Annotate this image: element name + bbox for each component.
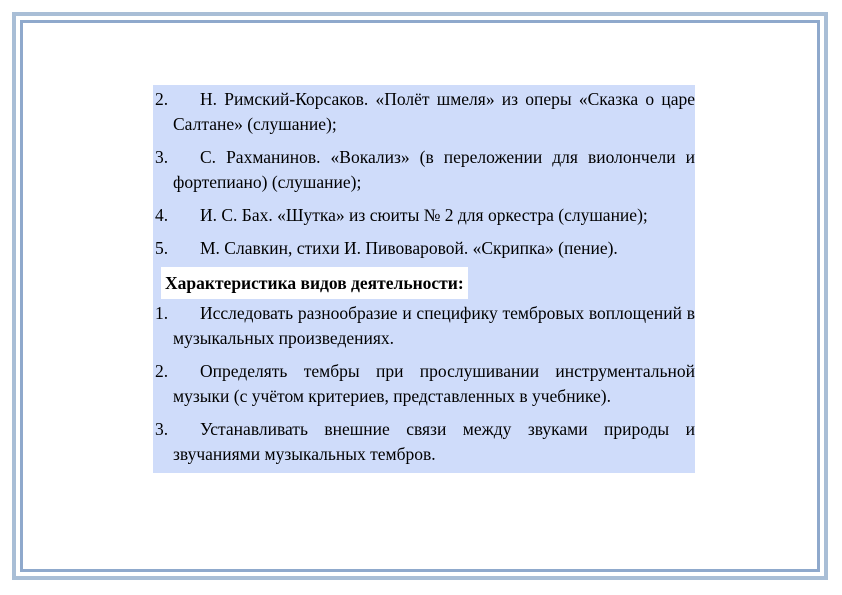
list-item-text: Н. Римский-Корсаков. «Полёт шмеля» из оперы «Сказка о царе Салтане» (слушание); [173, 89, 695, 134]
list-item-number: 3. [155, 419, 169, 439]
list-item-text: М. Славкин, стихи И. Пивоваровой. «Скрипка» (пение). [200, 238, 618, 258]
list-item [153, 357, 695, 415]
list-item-number: 3. [155, 147, 169, 167]
list-item-text: И. С. Бах. «Шутка» из сюиты № 2 для оркестра (слушание); [200, 205, 648, 225]
list-item-number: 4. [155, 205, 169, 225]
content-block [153, 85, 695, 473]
list-item [153, 299, 695, 357]
list-item [153, 85, 695, 143]
list-item-text: Исследовать разнообразие и специфику тембровых воплощений в музыкальных произведениях. [173, 303, 695, 348]
section-heading: Характеристика видов деятельности: [161, 267, 468, 299]
list-item-number: 2. [155, 361, 169, 381]
list-item-number: 1. [155, 303, 169, 323]
list-item [153, 234, 695, 267]
list-item-text: С. Рахманинов. «Вокализ» (в переложении для виолончели и фортепиано) (слушание); [173, 147, 695, 192]
list-item [153, 143, 695, 201]
list-item-text: Определять тембры при прослушивании инструментальной музыки (с учётом критериев, представленных в учебнике). [173, 361, 695, 406]
list-item-number: 2. [155, 89, 169, 109]
list-item [153, 201, 695, 234]
section-heading-row [153, 267, 695, 299]
list-item-text: Устанавливать внешние связи между звуками природы и звучаниями музыкальных тембров. [173, 419, 695, 464]
list-item-number: 5. [155, 238, 169, 258]
list-item [153, 415, 695, 473]
